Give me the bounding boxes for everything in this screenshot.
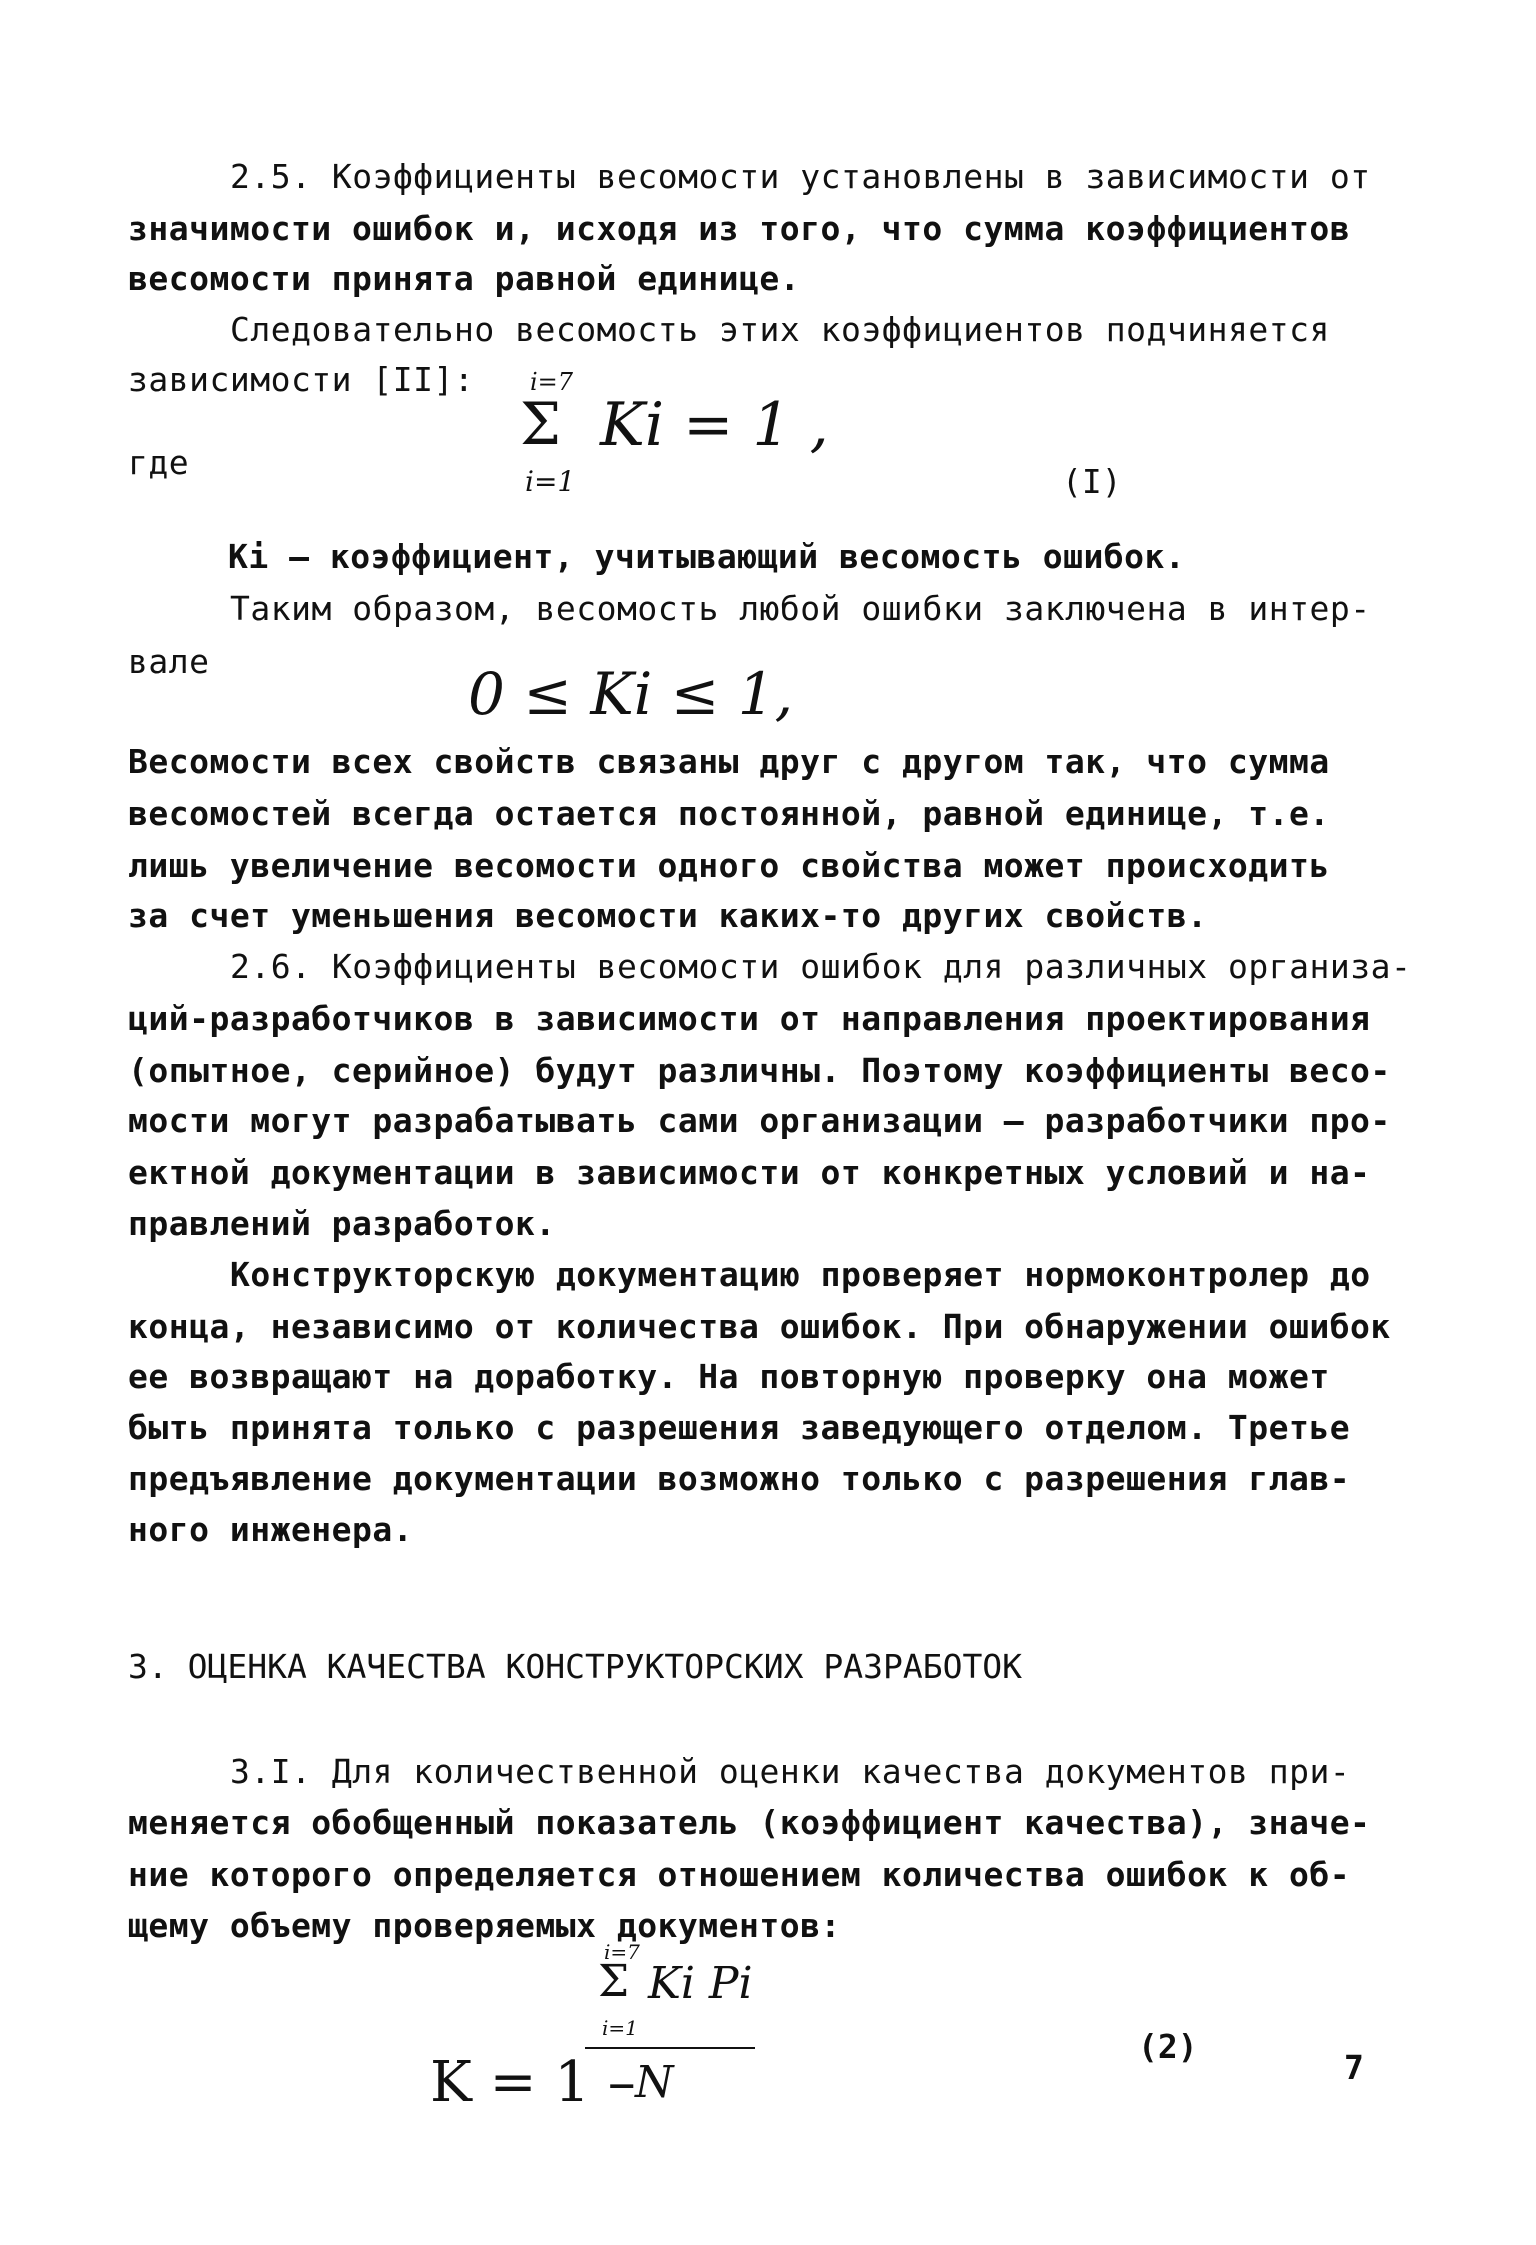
formula1-body: Ki = 1 , — [600, 390, 829, 460]
p26-line-1: 2.6. Коэффициенты весомости ошибок для различных организа- — [230, 947, 1412, 986]
p-design-line-6: ного инженера. — [128, 1510, 414, 1549]
formula1-number: (I) — [1062, 462, 1122, 501]
p-design-line-2: конца, независимо от количества ошибок. При обнаружении ошибок — [128, 1307, 1391, 1346]
p-thus-line-1: Таким образом, весомость любой ошибки заключена в интер- — [230, 589, 1371, 628]
formula2-lhs: K = 1 – — [430, 2050, 636, 2115]
p-design-line-5: предъявление документации возможно только с разрешения глав- — [128, 1459, 1351, 1498]
p26-line-6: правлений разработок. — [128, 1204, 556, 1243]
p-weights-line-4: за счет уменьшения весомости каких-то других свойств. — [128, 896, 1208, 935]
ki-definition: Ki – коэффициент, учитывающий весомость ошибок. — [228, 537, 1186, 576]
p-thus-line-2: вале — [128, 642, 210, 681]
p31-line-4: щему объему проверяемых документов: — [128, 1906, 841, 1945]
p-consequently-line-2: зависимости [II]: — [128, 360, 475, 399]
p-design-line-3: ее возвращают на доработку. На повторную проверку она может — [128, 1357, 1330, 1396]
p-weights-line-1: Весомости всех свойств связаны друг с другом так, что сумма — [128, 742, 1330, 781]
p26-line-3: (опытное, серийное) будут различны. Поэтому коэффициенты весо- — [128, 1051, 1391, 1090]
formula2-fraction-bar — [585, 2047, 755, 2049]
p-design-line-1: Конструкторскую документацию проверяет нормоконтролер до — [230, 1255, 1371, 1294]
p-weights-line-3: лишь увеличение весомости одного свойства может происходить — [128, 846, 1330, 885]
formula-interval: 0 ≤ Ki ≤ 1, — [468, 660, 794, 728]
section-3-heading: 3. ОЦЕНКА КАЧЕСТВА КОНСТРУКТОРСКИХ РАЗРАБОТОК — [128, 1647, 1023, 1686]
formula1-sigma: Σ — [520, 390, 562, 458]
formula2-lower-limit: i=1 — [602, 2016, 638, 2040]
formula2-number: (2) — [1138, 2027, 1198, 2066]
p-consequently-line-1: Следовательно весомость этих коэффициентов подчиняется — [230, 310, 1330, 349]
p26-line-2: ций-разработчиков в зависимости от направления проектирования — [128, 999, 1371, 1038]
p-design-line-4: быть принята только с разрешения заведующего отделом. Третье — [128, 1408, 1351, 1447]
p31-line-1: 3.I. Для количественной оценки качества документов при- — [230, 1752, 1351, 1791]
formula2-upper-limit: i=7 — [604, 1940, 640, 1964]
p26-line-4: мости могут разрабатывать сами организации – разработчики про- — [128, 1101, 1391, 1140]
p31-line-3: ние которого определяется отношением количества ошибок к об- — [128, 1855, 1351, 1894]
p31-line-2: меняется обобщенный показатель (коэффициент качества), значе- — [128, 1803, 1371, 1842]
formula1-upper-limit: i=7 — [530, 368, 574, 396]
p25-line-3: весомости принята равной единице. — [128, 259, 801, 298]
formula2-sigma: Σ — [598, 1956, 630, 2007]
page-number: 7 — [1344, 2048, 1364, 2087]
p25-line-1: 2.5. Коэффициенты весомости установлены в зависимости от — [230, 157, 1371, 196]
formula1-lower-limit: i=1 — [525, 465, 576, 498]
formula2-denominator: N — [635, 2057, 674, 2108]
formula2-numerator: Ki Pi — [648, 1958, 753, 2009]
formula1-where-label: где — [128, 443, 190, 482]
p26-line-5: ектной документации в зависимости от конкретных условий и на- — [128, 1153, 1371, 1192]
p25-line-2: значимости ошибок и, исходя из того, что сумма коэффициентов — [128, 209, 1351, 248]
p-weights-line-2: весомостей всегда остается постоянной, равной единице, т.е. — [128, 794, 1330, 833]
